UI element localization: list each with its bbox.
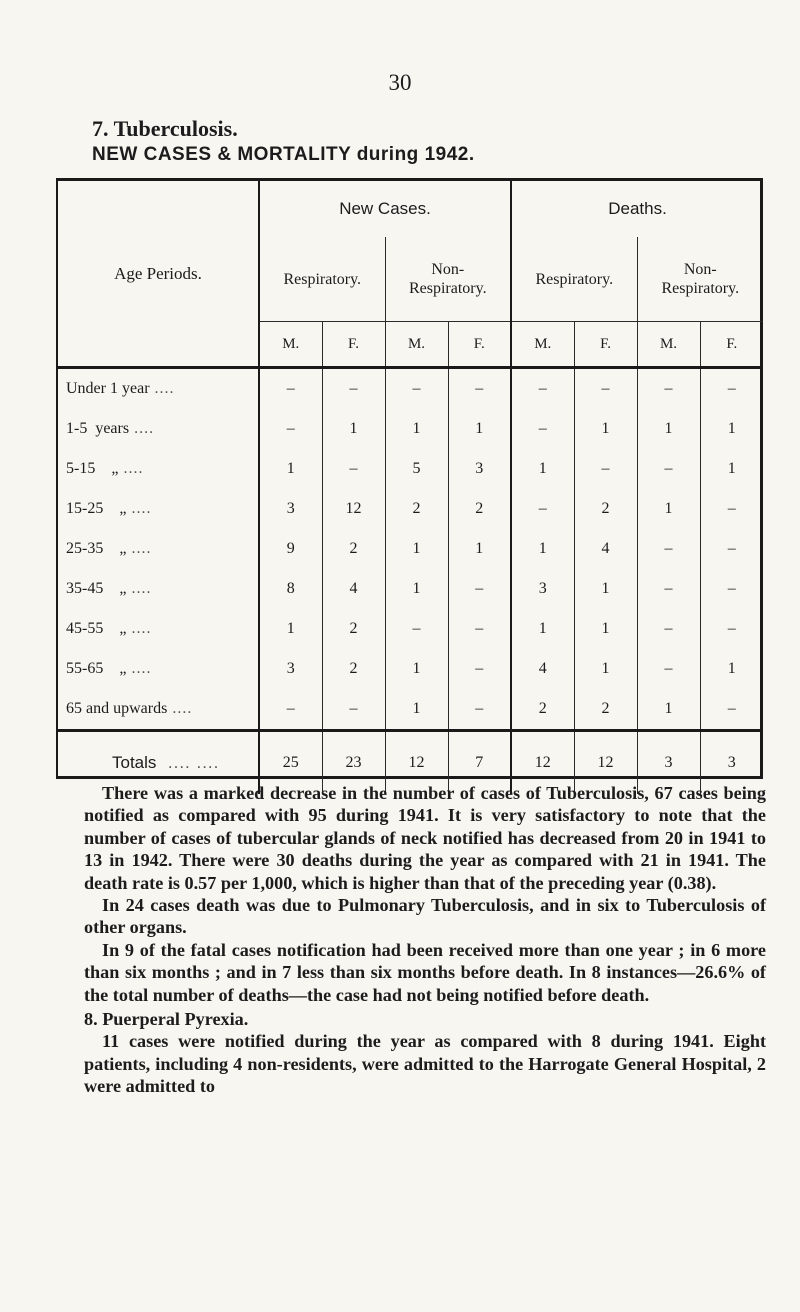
totals-cell: 12: [574, 731, 637, 795]
table-cell: –: [637, 368, 700, 410]
sex-header-cell: M.: [637, 322, 700, 368]
table-row: [58, 649, 763, 689]
age-period-cell: [58, 368, 259, 410]
table-cell: 1: [637, 689, 700, 731]
leader-dots: .... ....: [156, 753, 220, 772]
table-cell: 1: [448, 529, 511, 569]
table-cell: 4: [322, 569, 385, 609]
table-cell: 1: [637, 489, 700, 529]
age-period-label: 1-5 years: [66, 420, 130, 437]
table-cell: 1: [385, 529, 448, 569]
table-cell: –: [259, 409, 322, 449]
leader-dots: ....: [129, 420, 155, 437]
table-cell: 2: [322, 609, 385, 649]
age-period-label: 25-35 „: [66, 540, 127, 557]
table-cell: 3: [448, 449, 511, 489]
table-cell: –: [700, 609, 763, 649]
deaths-non-respiratory-header: [637, 237, 763, 322]
table-title: NEW CASES & MORTALITY during 1942.: [92, 144, 475, 165]
table-cell: 8: [259, 569, 322, 609]
totals-cell: 3: [637, 731, 700, 795]
table-row: [58, 449, 763, 489]
table-cell: –: [448, 649, 511, 689]
table-cell: 1: [448, 409, 511, 449]
leader-dots: ....: [118, 460, 144, 477]
paragraph-4: 11 cases were notified during the year as compared with 8 during 1941. Eight patients, including 4 non-residents, were admitted to the Harrogate General Hospital, 2 were admitted to: [84, 1031, 766, 1097]
age-period-label: 35-45 „: [66, 580, 127, 597]
header-non: Non-: [431, 261, 465, 278]
age-period-label: 65 and upwards: [66, 700, 168, 717]
table-cell: 2: [448, 489, 511, 529]
table-cell: –: [448, 689, 511, 731]
sex-header-cell: M.: [259, 322, 322, 368]
table-cell: –: [448, 368, 511, 410]
table-cell: –: [322, 689, 385, 731]
table-cell: 3: [511, 569, 574, 609]
header-respiratory: Respiratory.: [661, 280, 740, 297]
statistics-table-frame: [56, 178, 763, 779]
table-cell: –: [700, 368, 763, 410]
leader-dots: ....: [167, 700, 193, 717]
table-cell: –: [700, 569, 763, 609]
table-cell: –: [511, 368, 574, 410]
table-cell: –: [448, 609, 511, 649]
age-period-cell: [58, 409, 259, 449]
table-cell: 2: [511, 689, 574, 731]
leader-dots: ....: [126, 580, 152, 597]
sex-header-cell: F.: [700, 322, 763, 368]
body-text: [84, 782, 766, 1098]
table-body: [58, 368, 763, 795]
totals-label: Totals: [112, 753, 157, 772]
table-row: [58, 409, 763, 449]
table-cell: 1: [637, 409, 700, 449]
table-cell: 1: [511, 449, 574, 489]
tuberculosis-statistics-table: [58, 181, 763, 794]
section-heading: 7. Tuberculosis.: [92, 116, 238, 141]
table-cell: 2: [574, 689, 637, 731]
table-cell: –: [700, 489, 763, 529]
table-row: [58, 529, 763, 569]
new-cases-respiratory-header: Respiratory.: [259, 237, 385, 322]
new-cases-header: New Cases.: [259, 181, 511, 237]
table-cell: 1: [511, 529, 574, 569]
table-cell: 1: [385, 409, 448, 449]
leader-dots: ....: [126, 660, 152, 677]
table-cell: 3: [259, 489, 322, 529]
leader-dots: ....: [126, 620, 152, 637]
age-period-cell: [58, 489, 259, 529]
page-number: 30: [388, 70, 412, 95]
table-cell: 1: [322, 409, 385, 449]
subsection-heading: 8. Puerperal Pyrexia.: [84, 1009, 249, 1030]
table-cell: 1: [385, 569, 448, 609]
table-cell: 12: [322, 489, 385, 529]
table-cell: –: [700, 689, 763, 731]
table-cell: 1: [259, 609, 322, 649]
table-cell: –: [637, 569, 700, 609]
table-cell: 1: [574, 569, 637, 609]
paragraph-3: In 9 of the fatal cases notification had been received more than one year ; in 6 more than six months ; and in 7 less than six months before death. In 8 instances—26.6% of the total number of deaths—the case had not being notified before death.: [84, 939, 766, 1005]
table-cell: –: [511, 489, 574, 529]
table-cell: 5: [385, 449, 448, 489]
paragraph-2: In 24 cases death was due to Pulmonary Tuberculosis, and in six to Tuberculosis of other organs.: [84, 895, 766, 938]
age-period-label: 5-15 „: [66, 460, 119, 477]
table-cell: 2: [322, 529, 385, 569]
table-cell: –: [574, 368, 637, 410]
table-row: [58, 609, 763, 649]
table-row: [58, 689, 763, 731]
table-cell: –: [259, 368, 322, 410]
totals-cell: 7: [448, 731, 511, 795]
header-non: Non-: [683, 261, 717, 278]
table-cell: 1: [574, 609, 637, 649]
table-cell: –: [322, 449, 385, 489]
table-cell: 2: [385, 489, 448, 529]
table-cell: 9: [259, 529, 322, 569]
new-cases-non-respiratory-header: [385, 237, 511, 322]
table-cell: –: [511, 409, 574, 449]
age-period-label: 55-65 „: [66, 660, 127, 677]
table-cell: 3: [259, 649, 322, 689]
age-period-label: Under 1 year: [66, 380, 150, 397]
table-cell: 2: [322, 649, 385, 689]
table-cell: 1: [700, 649, 763, 689]
sex-header-cell: F.: [574, 322, 637, 368]
table-cell: –: [322, 368, 385, 410]
totals-cell: 23: [322, 731, 385, 795]
table-row: [58, 368, 763, 410]
totals-cell: 12: [385, 731, 448, 795]
leader-dots: ....: [149, 380, 175, 397]
age-period-cell: [58, 569, 259, 609]
totals-cell: 3: [700, 731, 763, 795]
table-cell: 1: [259, 449, 322, 489]
header-respiratory: Respiratory.: [408, 280, 487, 297]
age-periods-header: Age Periods.: [58, 181, 259, 368]
deaths-respiratory-header: Respiratory.: [511, 237, 637, 322]
deaths-header: Deaths.: [511, 181, 763, 237]
table-cell: –: [574, 449, 637, 489]
table-cell: 4: [574, 529, 637, 569]
table-cell: 2: [574, 489, 637, 529]
table-row: [58, 569, 763, 609]
age-period-cell: [58, 529, 259, 569]
table-cell: –: [448, 569, 511, 609]
table-cell: 1: [700, 409, 763, 449]
table-row: [58, 489, 763, 529]
paragraph-1: There was a marked decrease in the number of cases of Tuberculosis, 67 cases being notified as compared with 95 during 1941. It is very satisfactory to note that the number of cases of tubercular glands of neck notified has decreased from 20 in 1941 to 13 in 1942. There were 30 deaths during the year as compared with 21 in 1941. The death rate is 0.57 per 1,000, which is higher than that of the preceding year (0.38).: [84, 783, 766, 893]
totals-cell: 25: [259, 731, 322, 795]
table-cell: 1: [511, 609, 574, 649]
age-period-cell: [58, 449, 259, 489]
age-period-cell: [58, 689, 259, 731]
table-cell: –: [637, 449, 700, 489]
table-cell: 1: [385, 689, 448, 731]
age-period-label: 15-25 „: [66, 500, 127, 517]
totals-cell: 12: [511, 731, 574, 795]
table-cell: 1: [574, 649, 637, 689]
age-period-label: 45-55 „: [66, 620, 127, 637]
leader-dots: ....: [126, 540, 152, 557]
table-cell: –: [637, 529, 700, 569]
leader-dots: ....: [126, 500, 152, 517]
table-cell: 1: [385, 649, 448, 689]
age-period-cell: [58, 609, 259, 649]
sex-header-cell: M.: [511, 322, 574, 368]
table-cell: –: [700, 529, 763, 569]
table-cell: 4: [511, 649, 574, 689]
sex-header-cell: F.: [322, 322, 385, 368]
sex-header-cell: F.: [448, 322, 511, 368]
table-cell: 1: [574, 409, 637, 449]
age-period-cell: [58, 649, 259, 689]
sex-header-cell: M.: [385, 322, 448, 368]
table-cell: –: [259, 689, 322, 731]
table-cell: –: [385, 609, 448, 649]
table-cell: 1: [700, 449, 763, 489]
table-cell: –: [385, 368, 448, 410]
table-cell: –: [637, 649, 700, 689]
table-cell: –: [637, 609, 700, 649]
